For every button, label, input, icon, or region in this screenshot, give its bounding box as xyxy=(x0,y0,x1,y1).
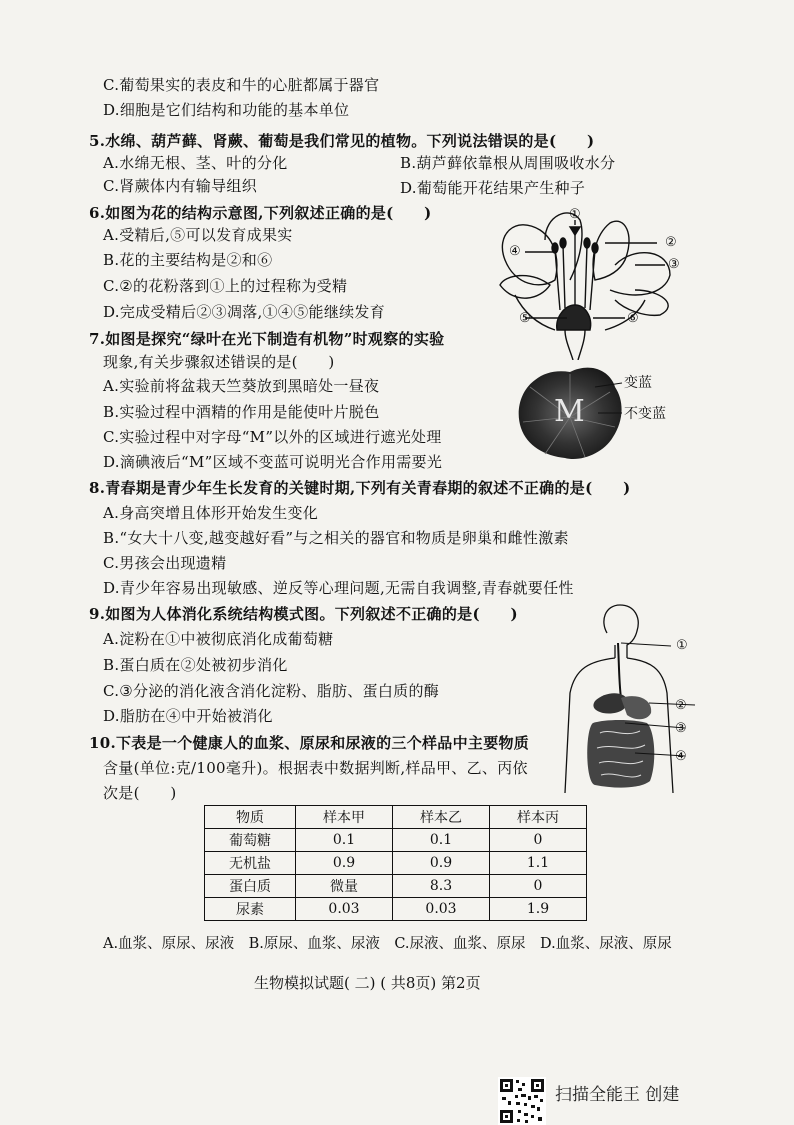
table-row xyxy=(205,898,587,921)
q8-option-a: A.身高突增且体形开始发生变化 xyxy=(103,504,319,522)
table-cell: 0.03 xyxy=(393,898,490,921)
body-label-1: ① xyxy=(676,638,688,653)
table-row xyxy=(205,829,587,852)
table-cell: 8.3 xyxy=(393,875,490,898)
body-label-3: ③ xyxy=(675,721,687,736)
leaf-label-blue: 变蓝 xyxy=(624,375,652,391)
table-cell: 尿素 xyxy=(205,898,296,921)
table-cell: 0.1 xyxy=(393,829,490,852)
q7-option-a: A.实验前将盆栽天竺葵放到黑暗处一昼夜 xyxy=(103,377,380,395)
flower-label-3: ③ xyxy=(668,257,680,272)
table-cell: 0.1 xyxy=(296,829,393,852)
body-label-4: ④ xyxy=(675,749,687,764)
q6-option-a: A.受精后,⑤可以发育成果实 xyxy=(103,226,293,244)
table-header: 物质 xyxy=(205,806,296,829)
table-cell: 0 xyxy=(490,875,587,898)
flower-label-4: ④ xyxy=(509,244,521,259)
q5-option-a: A.水绵无根、茎、叶的分化 xyxy=(103,154,288,172)
table-cell: 0.9 xyxy=(393,852,490,875)
q6-option-c: C.②的花粉落到①上的过程称为受精 xyxy=(103,277,348,295)
q9-option-b: B.蛋白质在②处被初步消化 xyxy=(103,656,288,674)
question-10: 10.下表是一个健康人的血浆、原尿和尿液的三个样品中主要物质 xyxy=(89,734,530,752)
table-row xyxy=(205,852,587,875)
question-10-cont2: 次是( ) xyxy=(103,784,177,802)
flower-label-5: ⑤ xyxy=(519,311,531,326)
q5-option-b: B.葫芦藓依靠根从周围吸收水分 xyxy=(400,154,616,172)
option-c-prev: C.葡萄果实的表皮和牛的心脏都属于器官 xyxy=(103,76,380,94)
body-label-2: ② xyxy=(675,698,687,713)
scanner-watermark: 扫描全能王 创建 xyxy=(555,1085,680,1105)
question-9: 9.如图为人体消化系统结构模式图。下列叙述不正确的是( ) xyxy=(89,605,518,623)
q9-option-c: C.③分泌的消化液含消化淀粉、脂肪、蛋白质的酶 xyxy=(103,682,440,700)
q7-option-c: C.实验过程中对字母“M”以外的区域进行遮光处理 xyxy=(103,428,442,446)
flower-label-1: ① xyxy=(569,207,581,222)
table-header: 样本甲 xyxy=(296,806,393,829)
table-cell: 0.9 xyxy=(296,852,393,875)
flower-diagram xyxy=(485,205,695,360)
q5-option-c: C.肾蕨体内有输导组织 xyxy=(103,177,258,195)
q8-option-d: D.青少年容易出现敏感、逆反等心理问题,无需自我调整,青春就要任性 xyxy=(103,579,574,597)
table-cell: 葡萄糖 xyxy=(205,829,296,852)
q9-option-a: A.淀粉在①中被彻底消化成葡萄糖 xyxy=(103,630,334,648)
table-header: 样本乙 xyxy=(393,806,490,829)
question-7-cont: 现象,有关步骤叙述错误的是( ) xyxy=(103,353,335,371)
table-cell: 无机盐 xyxy=(205,852,296,875)
table-cell: 0.03 xyxy=(296,898,393,921)
flower-label-2: ② xyxy=(665,235,677,250)
leaf-letter: M xyxy=(554,394,585,429)
question-5: 5.水绵、葫芦藓、肾蕨、葡萄是我们常见的植物。下列说法错误的是( ) xyxy=(89,132,595,150)
flower-label-6: ⑥ xyxy=(627,311,639,326)
option-d-prev: D.细胞是它们结构和功能的基本单位 xyxy=(103,101,350,119)
table-cell: 蛋白质 xyxy=(205,875,296,898)
table-row xyxy=(205,875,587,898)
question-6: 6.如图为花的结构示意图,下列叙述正确的是( ) xyxy=(89,204,432,222)
q9-option-d: D.脂肪在④中开始被消化 xyxy=(103,707,273,725)
qr-code-icon xyxy=(498,1077,546,1125)
q7-option-b: B.实验过程中酒精的作用是能使叶片脱色 xyxy=(103,403,380,421)
leaf-label-notblue: 不变蓝 xyxy=(624,406,666,422)
data-table xyxy=(204,805,587,921)
q6-option-b: B.花的主要结构是②和⑥ xyxy=(103,251,273,269)
q7-option-d: D.滴碘液后“M”区域不变蓝可说明光合作用需要光 xyxy=(103,453,443,471)
page-footer: 生物模拟试题( 二) ( 共8页) 第2页 xyxy=(254,974,481,992)
q8-option-b: B.“女大十八变,越变越好看”与之相关的器官和物质是卵巢和雌性激素 xyxy=(103,529,569,547)
q5-option-d: D.葡萄能开花结果产生种子 xyxy=(400,179,586,197)
q8-option-c: C.男孩会出现遗精 xyxy=(103,554,227,572)
q6-option-d: D.完成受精后②③凋落,①④⑤能继续发育 xyxy=(103,303,386,321)
table-cell: 1.1 xyxy=(490,852,587,875)
table-header: 样本丙 xyxy=(490,806,587,829)
question-8: 8.青春期是青少年生长发育的关键时期,下列有关青春期的叙述不正确的是( ) xyxy=(89,479,631,497)
q10-options: A.血浆、原尿、尿液 B.原尿、血浆、尿液 C.尿液、血浆、原尿 D.血浆、尿液、原尿 xyxy=(103,936,672,952)
table-cell: 0 xyxy=(490,829,587,852)
table-header-row xyxy=(205,806,587,829)
question-7: 7.如图是探究“绿叶在光下制造有机物”时观察的实验 xyxy=(89,330,445,348)
table-cell: 1.9 xyxy=(490,898,587,921)
question-10-cont: 含量(单位:克/100毫升)。根据表中数据判断,样品甲、乙、丙依 xyxy=(103,759,528,777)
table-cell: 微量 xyxy=(296,875,393,898)
